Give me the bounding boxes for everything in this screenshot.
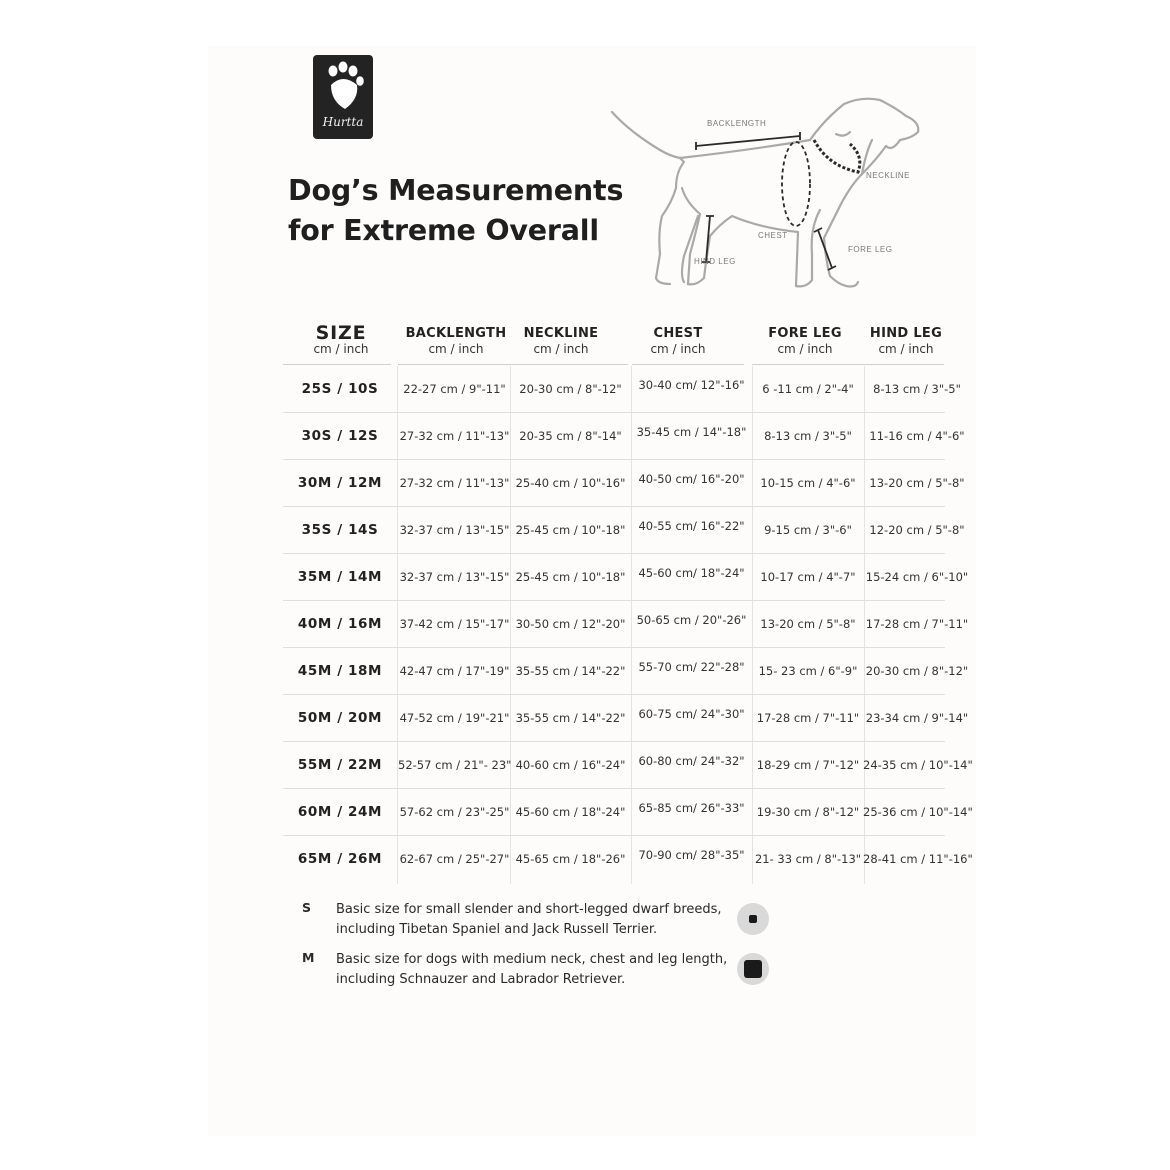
paw-icon (313, 55, 373, 115)
cell-backlength: 52-57 cm / 21"- 23" (398, 758, 512, 772)
cell-neckline: 25-45 cm / 10"-18" (515, 523, 626, 537)
cell-backlength: 47-52 cm / 19"-21" (399, 711, 510, 725)
cell-fore-leg: 17-28 cm / 7"-11" (756, 711, 860, 725)
cell-size: 55M / 22M (297, 757, 383, 773)
note-medium (302, 950, 728, 994)
cell-chest: 35-45 cm / 14"-18" (636, 425, 747, 439)
cell-size: 25S / 10S (301, 381, 379, 397)
cell-chest: 30-40 cm/ 12"-16" (638, 378, 745, 392)
header-unit: cm / inch (428, 342, 484, 356)
table-row (283, 554, 973, 601)
table-row (283, 460, 973, 507)
cell-neckline: 40-60 cm / 16"-24" (515, 758, 626, 772)
header-rule (398, 364, 628, 365)
cell-fore-leg: 13-20 cm / 5"-8" (760, 617, 856, 631)
cell-hind-leg: 12-20 cm / 5"-8" (869, 523, 965, 537)
cell-neckline: 20-35 cm / 8"-14" (519, 429, 622, 443)
note-text (336, 950, 756, 990)
cell-hind-leg: 25-36 cm / 10"-14" (863, 805, 973, 819)
header-label: HIND LEG (869, 326, 943, 341)
header-backlength (398, 326, 514, 356)
cell-fore-leg: 10-17 cm / 4"-7" (760, 570, 856, 584)
cell-fore-leg: 8-13 cm / 3"-5" (764, 429, 852, 443)
table-row (283, 742, 973, 789)
cell-backlength: 32-37 cm / 13"-15" (399, 523, 510, 537)
note-line: including Schnauzer and Labrador Retriever. (336, 972, 626, 987)
header-unit: cm / inch (533, 342, 589, 356)
cell-neckline: 30-50 cm / 12"-20" (515, 617, 626, 631)
page-title (288, 171, 628, 251)
table-row (283, 507, 973, 554)
cell-hind-leg: 15-24 cm / 6"-10" (865, 570, 969, 584)
note-letter: S (302, 900, 312, 915)
dog-measurement-diagram (600, 92, 930, 300)
cell-hind-leg: 24-35 cm / 10"-14" (863, 758, 973, 772)
header-label: NECKLINE (523, 326, 599, 341)
cell-chest: 60-80 cm/ 24"-32" (638, 754, 745, 768)
note-line: Basic size for dogs with medium neck, chest and leg length, (336, 952, 728, 967)
cell-size: 35M / 14M (297, 569, 383, 585)
header-rule (752, 364, 944, 365)
cell-hind-leg: 8-13 cm / 3"-5" (873, 382, 961, 396)
cell-chest: 40-55 cm/ 16"-22" (638, 519, 745, 533)
note-text (336, 900, 756, 940)
header-size (283, 322, 399, 356)
header-label: FORE LEG (768, 326, 842, 341)
header-neckline (515, 326, 607, 356)
label-hind-leg: HIND LEG (694, 257, 736, 266)
cell-chest: 65-85 cm/ 26"-33" (638, 801, 745, 815)
cell-neckline: 35-55 cm / 14"-22" (515, 664, 626, 678)
note-line: including Tibetan Spaniel and Jack Russell Terrier. (336, 922, 658, 937)
cell-neckline: 25-45 cm / 10"-18" (515, 570, 626, 584)
cell-backlength: 27-32 cm / 11"-13" (399, 429, 510, 443)
cell-fore-leg: 19-30 cm / 8"-12" (756, 805, 860, 819)
header-unit: cm / inch (650, 342, 706, 356)
header-unit: cm / inch (313, 342, 369, 356)
cell-size: 30S / 12S (301, 428, 379, 444)
cell-size: 30M / 12M (297, 475, 383, 491)
cell-neckline: 45-60 cm / 18"-24" (515, 805, 626, 819)
cell-hind-leg: 28-41 cm / 11"-16" (863, 852, 973, 866)
cell-backlength: 37-42 cm / 15"-17" (399, 617, 510, 631)
cell-size: 35S / 14S (301, 522, 379, 538)
cell-size: 50M / 20M (297, 710, 383, 726)
header-unit: cm / inch (777, 342, 833, 356)
cell-size: 45M / 18M (297, 663, 383, 679)
header-label: BACKLENGTH (405, 326, 507, 341)
table-row (283, 601, 973, 648)
cell-chest: 50-65 cm / 20"-26" (636, 613, 747, 627)
cell-backlength: 57-62 cm / 23"-25" (399, 805, 510, 819)
cell-backlength: 27-32 cm / 11"-13" (399, 476, 510, 490)
note-small (302, 900, 722, 944)
cell-chest: 70-90 cm/ 28"-35" (638, 848, 745, 862)
cell-size: 65M / 26M (297, 851, 383, 867)
cell-hind-leg: 20-30 cm / 8"-12" (865, 664, 969, 678)
table-row (283, 366, 973, 413)
cell-neckline: 20-30 cm / 8"-12" (519, 382, 622, 396)
title-line-1: Dog’s Measurements (288, 174, 624, 207)
cell-fore-leg: 21- 33 cm / 8"-13" (754, 852, 862, 866)
header-hind-leg (861, 326, 951, 356)
header-label: CHEST (653, 326, 703, 341)
cell-hind-leg: 23-34 cm / 9"-14" (865, 711, 969, 725)
title-line-2: for Extreme Overall (288, 214, 599, 247)
cell-chest: 55-70 cm/ 22"-28" (638, 660, 745, 674)
logo-wordmark: Hurtta (322, 115, 364, 129)
cell-chest: 60-75 cm/ 24"-30" (638, 707, 745, 721)
large-square-icon (737, 953, 769, 985)
neckline-loop (814, 140, 860, 172)
cell-backlength: 42-47 cm / 17"-19" (399, 664, 510, 678)
note-line: Basic size for small slender and short-legged dwarf breeds, (336, 902, 722, 917)
cell-fore-leg: 18-29 cm / 7"-12" (756, 758, 860, 772)
cell-hind-leg: 17-28 cm / 7"-11" (865, 617, 969, 631)
table-row (283, 789, 973, 836)
header-label: SIZE (315, 322, 367, 344)
cell-neckline: 45-65 cm / 18"-26" (515, 852, 626, 866)
cell-hind-leg: 13-20 cm / 5"-8" (869, 476, 965, 490)
header-chest (632, 326, 724, 356)
cell-neckline: 35-55 cm / 14"-22" (515, 711, 626, 725)
brand-logo (313, 55, 373, 139)
header-unit: cm / inch (878, 342, 934, 356)
cell-fore-leg: 6 -11 cm / 2"-4" (762, 382, 854, 396)
cell-size: 40M / 16M (297, 616, 383, 632)
label-neckline: NECKLINE (866, 171, 911, 180)
table-row (283, 648, 973, 695)
chest-loop (782, 142, 810, 226)
header-rule (283, 364, 391, 365)
cell-chest: 40-50 cm/ 16"-20" (638, 472, 745, 486)
header-fore-leg (757, 326, 853, 356)
cell-chest: 45-60 cm/ 18"-24" (638, 566, 745, 580)
note-letter: M (302, 950, 315, 965)
cell-fore-leg: 15- 23 cm / 6"-9" (758, 664, 858, 678)
small-dot-icon (737, 903, 769, 935)
cell-size: 60M / 24M (297, 804, 383, 820)
label-chest: CHEST (758, 231, 788, 240)
table-row (283, 413, 973, 460)
label-backlength: BACKLENGTH (707, 119, 767, 128)
table-row (283, 695, 973, 742)
cell-fore-leg: 10-15 cm / 4"-6" (760, 476, 856, 490)
table-row (283, 836, 973, 883)
label-fore-leg: FORE LEG (848, 245, 893, 254)
table-header (283, 324, 973, 364)
cell-backlength: 32-37 cm / 13"-15" (399, 570, 510, 584)
cell-neckline: 25-40 cm / 10"-16" (515, 476, 626, 490)
cell-backlength: 22-27 cm / 9"-11" (403, 382, 506, 396)
cell-fore-leg: 9-15 cm / 3"-6" (764, 523, 852, 537)
cell-hind-leg: 11-16 cm / 4"-6" (869, 429, 965, 443)
cell-backlength: 62-67 cm / 25"-27" (399, 852, 510, 866)
